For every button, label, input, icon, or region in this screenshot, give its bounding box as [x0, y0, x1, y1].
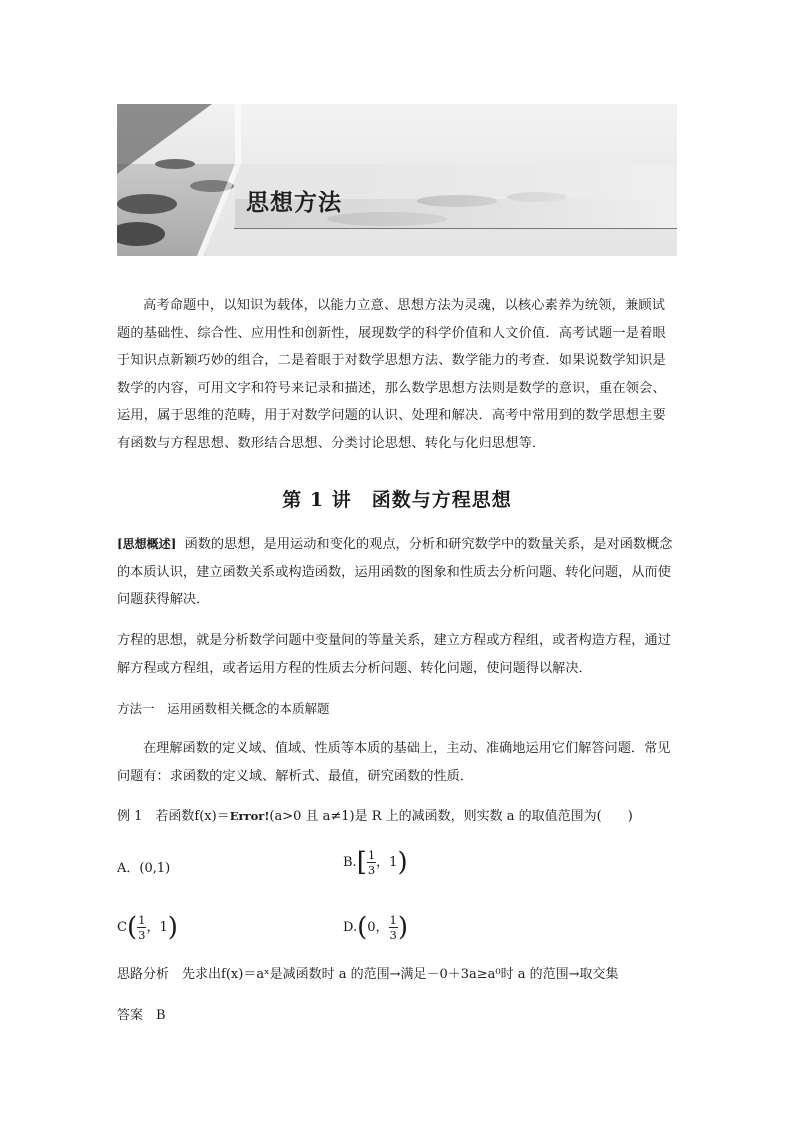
option-c-numerator: 1: [138, 913, 146, 927]
example-question: [117, 803, 677, 831]
option-b-fraction: [367, 848, 376, 877]
section-title: 思想方法: [246, 190, 342, 216]
method-title: 方法一 运用函数相关概念的本质解题: [117, 701, 330, 716]
option-d-right-paren: ): [397, 912, 409, 943]
option-d-denominator: 3: [389, 928, 397, 942]
overview-text: 函数的思想，是用运动和变化的观点，分析和研究数学中的数量关系，是对函数概念的本质认识，建立函数关系或构造函数，运用函数的图象和性质去分析问题、转化问题，从而使问题获得解决．: [117, 537, 673, 607]
option-d-head: 0，: [367, 920, 389, 935]
equation-thought-paragraph: 方程的思想，就是分析数学问题中变量间的等量关系，建立方程或方程组，或者构造方程，通过解方程或方程组，或者运用方程的性质去分析问题、转化问题，使问题得以解决．: [117, 633, 671, 676]
example-function: f(x)＝: [194, 809, 230, 824]
overview-paragraph: [117, 531, 677, 614]
option-a: A．(0,1): [117, 861, 171, 876]
option-b-right-paren: ): [397, 847, 408, 878]
option-c: [117, 913, 178, 942]
banner-rule: [234, 228, 677, 229]
example-condition: (a>0 且 a≠1)是 R 上的减函数，则实数 a 的取值范围为( ): [269, 809, 633, 824]
intro-paragraph: 高考命题中，以知识为载体，以能力立意、思想方法为灵魂，以核心素养为统领，兼顾试题的基础性、综合性、应用性和创新性，展现数学的科学价值和人文价值．高考试题一是着眼于知识点新颖巧妙的组合，二是着眼于对数学思想方法、数学能力的考查．如果说数学知识是数学的内容，可用文字和符号来记录和描述，那么数学思想方法则是数学的意识，重在领会、运用，属于思维的范畴，用于对数学问题的认识、处理和解决．高考中常用到的数学思想主要有函数与方程思想、数形结合思想、分类讨论思想、转化与化归思想等．: [117, 298, 666, 451]
overview-tag: [思想概述]: [117, 537, 177, 551]
option-c-left-paren: (: [126, 912, 138, 943]
option-d-numerator: 1: [389, 913, 397, 927]
option-d-left-paren: (: [357, 912, 368, 943]
answer-label: 答案: [117, 1008, 144, 1023]
lecture-title: 第 1 讲 函数与方程思想: [282, 489, 512, 511]
method-description: 在理解函数的定义域、值域、性质等本质的基础上，主动、准确地运用它们解答问题．常见问题有：求函数的定义域、解析式、最值，研究函数的性质．: [117, 741, 671, 784]
option-d: [343, 913, 408, 942]
chapter-banner: [117, 104, 677, 256]
option-c-right-paren: ): [167, 912, 178, 943]
analysis-line: [117, 961, 677, 989]
option-b-numerator: 1: [367, 848, 376, 862]
example-error: Error!: [229, 809, 270, 823]
option-d-prefix: D.: [343, 920, 358, 935]
option-b: [343, 848, 408, 877]
option-b-prefix: B.: [343, 855, 357, 870]
option-b-tail: ，1: [376, 855, 398, 870]
option-c-denominator: 3: [138, 928, 146, 942]
option-c-prefix: C: [117, 920, 127, 935]
answer-line: [117, 1002, 677, 1030]
option-b-left-bracket: [: [356, 847, 367, 878]
answer-value: B: [156, 1008, 166, 1023]
landscape-photo: [117, 104, 677, 256]
option-c-tail: ，1: [146, 920, 168, 935]
example-label: 例 1 若函数: [117, 809, 195, 824]
analysis-label: 思路分析: [117, 967, 170, 982]
option-d-fraction: [389, 913, 398, 942]
option-b-denominator: 3: [367, 863, 376, 877]
analysis-text: 先求出f(x)＝aˣ是减函数时 a 的范围→满足－0＋3a≥a⁰时 a 的范围→取交集: [182, 967, 619, 982]
